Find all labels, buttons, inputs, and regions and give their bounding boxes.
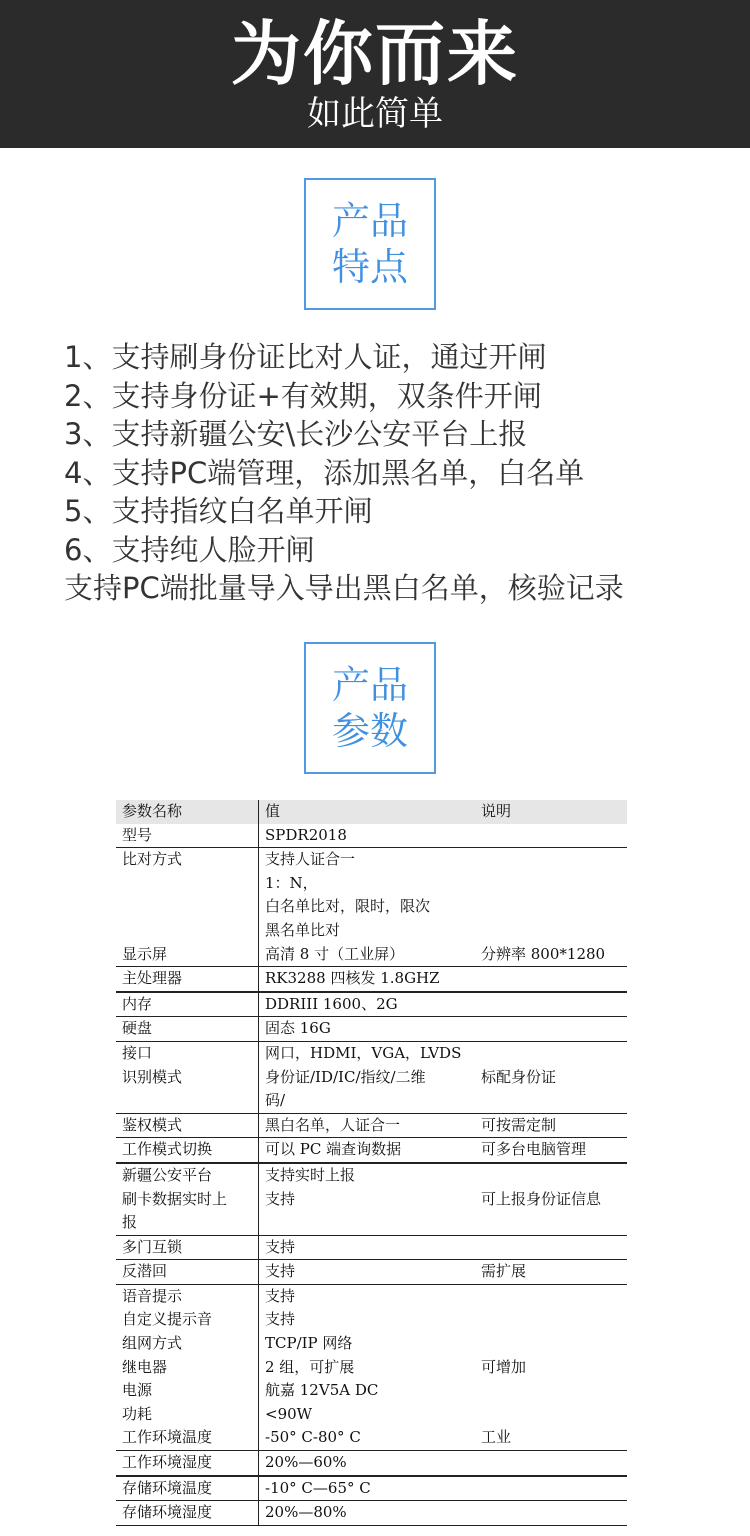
table-cell bbox=[475, 872, 627, 896]
table-cell: 显示屏 bbox=[116, 943, 259, 967]
table-row bbox=[116, 1451, 627, 1476]
table-cell: 固态 16G bbox=[259, 1017, 476, 1042]
table-cell bbox=[475, 967, 627, 992]
table-cell bbox=[475, 992, 627, 1017]
table-cell bbox=[475, 1017, 627, 1042]
table-row bbox=[116, 1066, 627, 1090]
table-cell: 黑名单比对 bbox=[265, 920, 341, 939]
table-row bbox=[116, 967, 627, 992]
table-cell: SPDR2018 bbox=[259, 824, 476, 848]
table-cell bbox=[475, 1332, 627, 1356]
table-cell bbox=[475, 1501, 627, 1526]
table-cell: DDRIII 1600、2G bbox=[259, 992, 476, 1017]
table-cell bbox=[475, 1211, 627, 1235]
table-row bbox=[116, 1260, 627, 1285]
table-cell: -50° C-80° C bbox=[259, 1426, 476, 1450]
table-cell: 硬盘 bbox=[116, 1017, 259, 1042]
table-cell: TCP/IP 网络 bbox=[265, 1334, 353, 1353]
header-title: 为你而来 bbox=[231, 13, 519, 95]
feature-item: 5、支持指纹白名单开闸 bbox=[64, 494, 373, 528]
table-cell bbox=[116, 1089, 259, 1113]
table-cell: 航嘉 12V5A DC bbox=[265, 1381, 379, 1400]
table-row bbox=[116, 1403, 627, 1427]
table-header-cell: 说明 bbox=[475, 800, 627, 824]
table-cell bbox=[475, 1476, 627, 1501]
table-cell: 存储环境温度 bbox=[116, 1476, 259, 1501]
table-cell bbox=[475, 1379, 627, 1403]
feature-item: 1、支持刷身份证比对人证，通过开闸 bbox=[64, 340, 547, 374]
feature-item: 3、支持新疆公安\长沙公安平台上报 bbox=[64, 417, 528, 451]
feature-item: 4、支持PC端管理，添加黑名单，白名单 bbox=[64, 455, 585, 490]
table-cell: 组网方式 bbox=[116, 1332, 259, 1356]
table-row bbox=[116, 919, 627, 943]
table-row bbox=[116, 1476, 627, 1501]
table-row bbox=[116, 1235, 627, 1260]
table-cell: 存储环境湿度 bbox=[116, 1501, 259, 1526]
table-row bbox=[116, 1113, 627, 1138]
table-row bbox=[116, 895, 627, 919]
table-cell: 自定义提示音 bbox=[116, 1308, 259, 1332]
table-cell: 识别模式 bbox=[116, 1066, 259, 1090]
table-cell: 工作环境温度 bbox=[116, 1426, 259, 1450]
table-row bbox=[116, 1308, 627, 1332]
table-cell: 标配身份证 bbox=[481, 1067, 557, 1086]
table-row bbox=[116, 824, 627, 848]
table-cell: 工作环境湿度 bbox=[116, 1451, 259, 1476]
table-row bbox=[116, 1017, 627, 1042]
table-cell: 新疆公安平台 bbox=[116, 1163, 259, 1188]
table-cell: 可增加 bbox=[481, 1357, 527, 1376]
table-cell bbox=[475, 848, 627, 872]
table-cell: 支持实时上报 bbox=[265, 1165, 356, 1184]
table-header-cell: 值 bbox=[259, 800, 476, 824]
table-row bbox=[116, 1426, 627, 1450]
table-row bbox=[116, 848, 627, 872]
table-cell bbox=[475, 919, 627, 943]
badge-line: 参数 bbox=[331, 709, 408, 753]
feature-list bbox=[64, 338, 744, 608]
table-cell: 需扩展 bbox=[475, 1260, 627, 1285]
table-cell bbox=[259, 1211, 476, 1235]
table-cell: 支持 bbox=[259, 1235, 476, 1260]
table-cell bbox=[116, 872, 259, 896]
table-cell bbox=[475, 1451, 627, 1476]
table-cell: 20%—60% bbox=[259, 1451, 476, 1476]
table-header-cell: 参数名称 bbox=[116, 800, 259, 824]
table-cell bbox=[475, 1308, 627, 1332]
params-table bbox=[116, 800, 627, 1526]
table-cell: 支持人证合一 bbox=[265, 850, 356, 869]
table-cell: 2 组，可扩展 bbox=[265, 1357, 355, 1376]
table-row bbox=[116, 1138, 627, 1163]
table-cell bbox=[116, 895, 259, 919]
table-cell: 内存 bbox=[116, 992, 259, 1017]
table-row bbox=[116, 1188, 627, 1212]
badge-line: 产品 bbox=[331, 199, 408, 243]
table-cell: 工业 bbox=[475, 1426, 627, 1450]
table-cell: 刷卡数据实时上 bbox=[116, 1188, 259, 1212]
table-cell: 工作模式切换 bbox=[116, 1138, 259, 1163]
table-row bbox=[116, 1284, 627, 1308]
table-cell: 1：N， bbox=[265, 873, 318, 892]
table-cell: 主处理器 bbox=[116, 967, 259, 992]
table-cell: 支持 bbox=[259, 1260, 476, 1285]
table-cell: 黑白名单，人证合一 bbox=[259, 1113, 476, 1138]
table-cell: 可多台电脑管理 bbox=[475, 1138, 627, 1163]
feature-item: 支持PC端批量导入导出黑白名单，核验记录 bbox=[64, 571, 624, 605]
table-cell: 可以 PC 端查询数据 bbox=[259, 1138, 476, 1163]
table-cell: 接口 bbox=[116, 1041, 259, 1065]
table-cell bbox=[475, 1403, 627, 1427]
table-cell: 支持 bbox=[265, 1189, 296, 1208]
table-cell: 支持 bbox=[265, 1286, 296, 1305]
table-cell: 比对方式 bbox=[116, 848, 259, 872]
feature-item: 2、支持身份证+有效期，双条件开闸 bbox=[64, 378, 542, 413]
table-row bbox=[116, 992, 627, 1017]
table-row bbox=[116, 1379, 627, 1403]
table-cell: 多门互锁 bbox=[116, 1235, 259, 1260]
table-row bbox=[116, 872, 627, 896]
table-cell: 鉴权模式 bbox=[116, 1113, 259, 1138]
table-row bbox=[116, 1356, 627, 1380]
table-cell: 白名单比对，限时，限次 bbox=[265, 897, 431, 916]
badge-line: 特点 bbox=[331, 245, 408, 289]
table-cell: 语音提示 bbox=[116, 1284, 259, 1308]
badge-line: 产品 bbox=[331, 663, 408, 707]
table-cell: 分辨率 800*1280 bbox=[475, 943, 627, 967]
table-cell: 可按需定制 bbox=[475, 1113, 627, 1138]
table-row bbox=[116, 1501, 627, 1526]
table-cell bbox=[475, 1089, 627, 1113]
table-cell bbox=[475, 895, 627, 919]
table-row bbox=[116, 1163, 627, 1188]
table-cell: 电源 bbox=[116, 1379, 259, 1403]
table-cell: 身份证/ID/IC/指纹/二维 bbox=[265, 1067, 426, 1086]
table-cell: 码/ bbox=[259, 1089, 476, 1113]
table-cell bbox=[475, 1235, 627, 1260]
feature-item: 6、支持纯人脸开闸 bbox=[64, 532, 315, 567]
table-cell: 支持 bbox=[265, 1310, 296, 1329]
table-cell: -10° C—65° C bbox=[259, 1476, 476, 1501]
table-cell: 高清 8 寸（工业屏） bbox=[259, 943, 476, 967]
table-cell: 20%—80% bbox=[259, 1501, 476, 1526]
table-cell: 报 bbox=[116, 1211, 259, 1235]
table-cell bbox=[475, 1163, 627, 1188]
table-header-row bbox=[116, 800, 627, 824]
table-cell bbox=[475, 824, 627, 848]
table-cell: 功耗 bbox=[116, 1403, 259, 1427]
section-badge-params bbox=[304, 642, 436, 774]
table-cell bbox=[475, 1284, 627, 1308]
table-cell: 可上报身份证信息 bbox=[481, 1189, 602, 1208]
table-cell: <90W bbox=[265, 1404, 313, 1423]
header-subtitle: 如此简单 bbox=[307, 94, 443, 134]
table-cell bbox=[116, 919, 259, 943]
table-cell: 反潜回 bbox=[116, 1260, 259, 1285]
table-cell: RK3288 四核发 1.8GHZ bbox=[259, 967, 476, 992]
table-row bbox=[116, 1089, 627, 1113]
header-banner bbox=[0, 0, 750, 148]
table-cell: 继电器 bbox=[116, 1356, 259, 1380]
table-row bbox=[116, 1041, 627, 1065]
section-badge-features bbox=[304, 178, 436, 310]
table-row bbox=[116, 1332, 627, 1356]
table-cell bbox=[475, 1041, 627, 1065]
table-cell: 型号 bbox=[116, 824, 259, 848]
table-row bbox=[116, 1211, 627, 1235]
table-cell: 网口，HDMI，VGA，LVDS bbox=[265, 1043, 462, 1062]
table-row bbox=[116, 943, 627, 967]
